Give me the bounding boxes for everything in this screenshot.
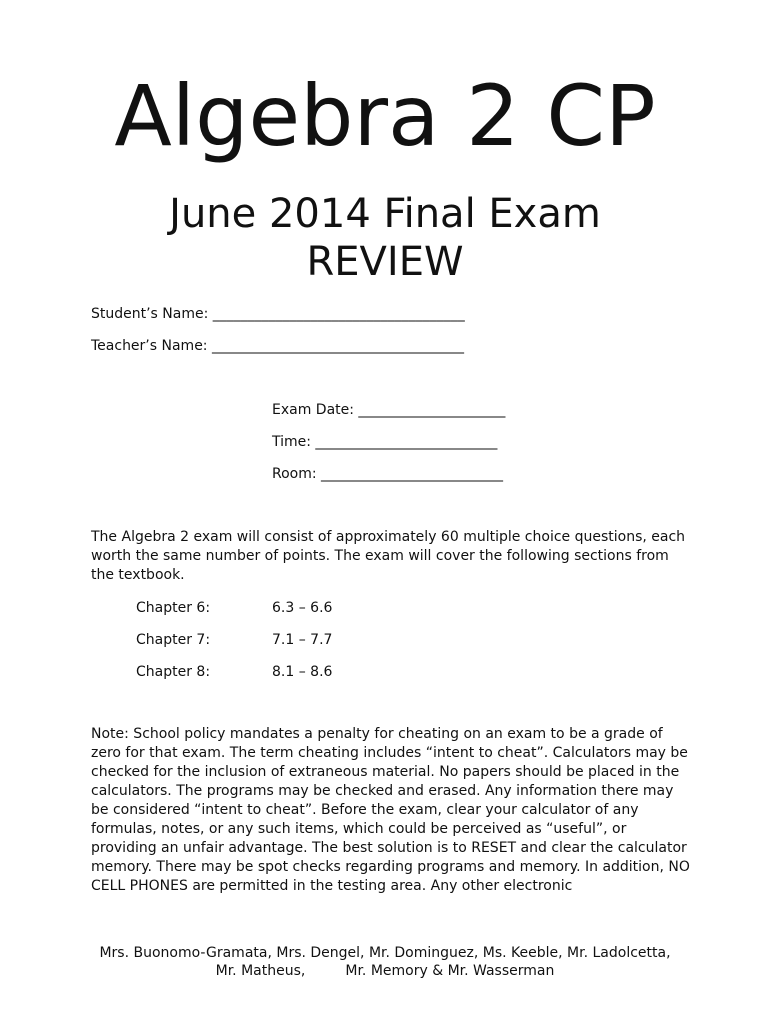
intro-paragraph: The Algebra 2 exam will consist of approximately 60 multiple choice questions, each worth the same number of points. The exam will cover the following sections from the textbook. bbox=[91, 529, 686, 583]
subtitle-line-1: June 2014 Final Exam bbox=[169, 191, 601, 237]
document-title: Algebra 2 CP bbox=[114, 67, 656, 165]
chapter-sections: 8.1 – 8.6 bbox=[272, 664, 333, 680]
chapter-label: Chapter 7: bbox=[136, 632, 211, 648]
room-field: Room: __________________________ bbox=[272, 466, 504, 482]
chapter-sections: 7.1 – 7.7 bbox=[272, 632, 333, 648]
footer-line-1: Mrs. Buonomo-Gramata, Mrs. Dengel, Mr. Dominguez, Ms. Keeble, Mr. Ladolcetta, bbox=[99, 945, 671, 961]
document-subtitle bbox=[0, 190, 770, 286]
subtitle-line-2: REVIEW bbox=[306, 239, 464, 285]
footer-line-2: Mr. Matheus, Mr. Memory & Mr. Wasserman bbox=[215, 963, 555, 979]
exam-date-field: Exam Date: _____________________ bbox=[272, 402, 506, 418]
chapter-label: Chapter 8: bbox=[136, 664, 211, 680]
student-name-field: Student’s Name: ____________________________________ bbox=[91, 306, 465, 322]
policy-note-paragraph: Note: School policy mandates a penalty for cheating on an exam to be a grade of zero for that exam. The term cheating includes “intent to cheat”. Calculators may be checked for the inclusion of extraneous material. No papers should be placed in the calculators. The programs may be checked and erased. Any information there may be considered “intent to cheat”. Before the exam, clear your calculator of any formulas, notes, or any such items, which could be perceived as “useful”, or providing an unfair advantage. The best solution is to RESET and clear the calculator memory. There may be spot checks regarding programs and memory. In addition, NO CELL PHONES are permitted in the testing area. Any other electronic bbox=[91, 726, 690, 894]
teacher-list-footer bbox=[60, 944, 710, 980]
chapter-sections: 6.3 – 6.6 bbox=[272, 600, 333, 616]
teacher-name-field: Teacher’s Name: ____________________________________ bbox=[91, 338, 464, 354]
time-field: Time: __________________________ bbox=[272, 434, 498, 450]
chapter-label: Chapter 6: bbox=[136, 600, 211, 616]
